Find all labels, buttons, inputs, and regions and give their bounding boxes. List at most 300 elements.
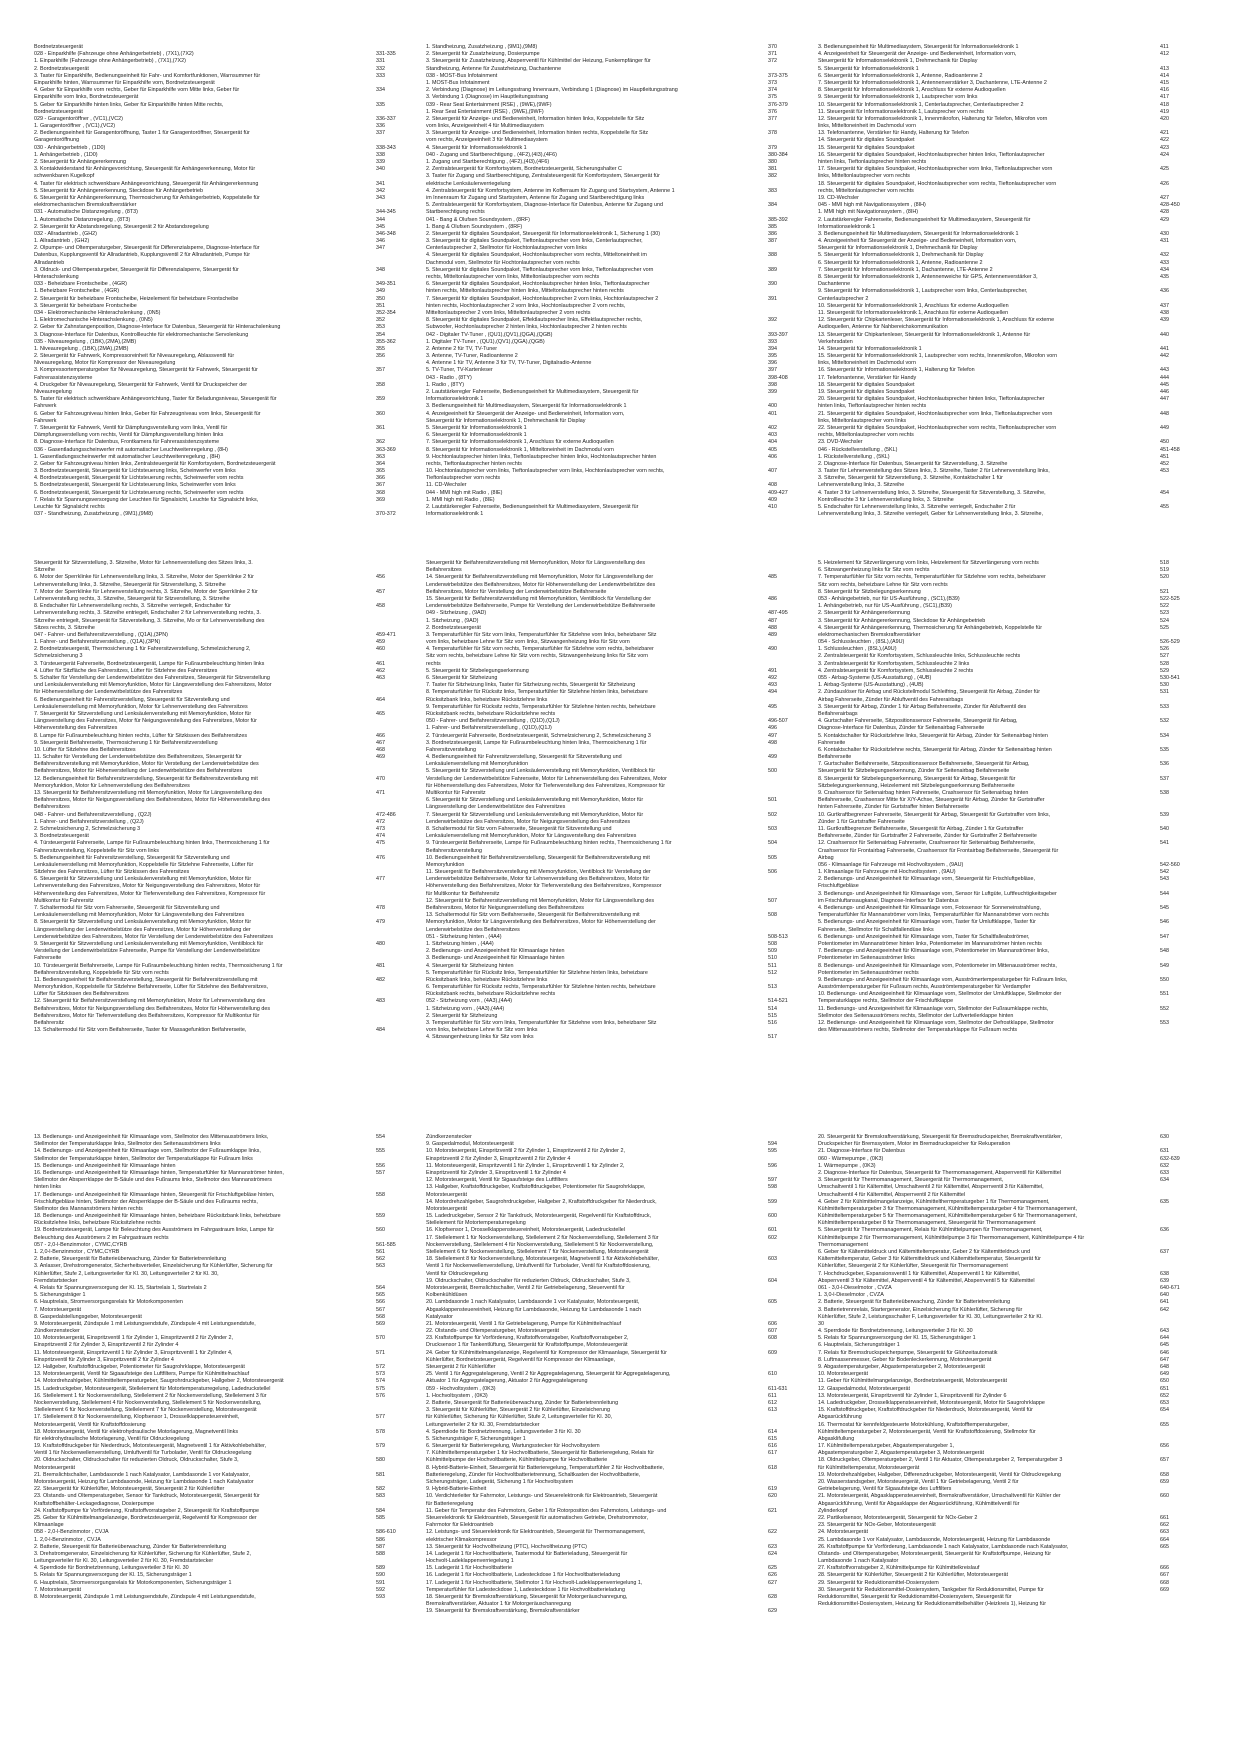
entry-text: Umschaltventil 4 für Kältemittel, Absperrventil 2 für Kältemittel xyxy=(818,1191,966,1198)
entry-text: 6. Steuergerät für Informationselektronik 1, Antenne, Radioantenne 2 xyxy=(818,259,983,266)
entry-text: 049 - Sitzheizung , (9AD) xyxy=(426,610,487,617)
entry-text: 2. Batterie, Steuergerät für Batterieüberwachung, Zünder für Batterietrennleitung xyxy=(818,1299,1011,1306)
index-entry xyxy=(34,1170,420,1177)
entry-text: 12. Bedienungs- und Anzeigeeinheit für Klimaanlage vorn, Stellmotor der Defrostklappe, Stellmotor xyxy=(818,1020,1054,1026)
index-entry xyxy=(34,1271,420,1278)
entry-text: 035 - Niveauregelung , (1BK),(2MA),(2MB) xyxy=(34,338,137,345)
entry-page-number: 658 xyxy=(1160,1471,1169,1478)
entry-page-number: 354 xyxy=(376,331,385,338)
entry-text: 1. Fahrer- und Beifahrersitzverstellung , (Q1D),(Q1J) xyxy=(426,725,552,732)
index-entry xyxy=(426,1457,812,1464)
entry-text: für Batterieregelung xyxy=(426,1500,474,1507)
entry-page-number: 598 xyxy=(768,1184,777,1191)
index-entry xyxy=(426,367,812,374)
entry-text: 057 - 2,0-l-Benzinmotor , CYMC,CYRB xyxy=(34,1241,128,1248)
entry-page-number: 376 xyxy=(768,108,777,115)
entry-page-number: 561-585 xyxy=(376,1241,396,1248)
index-entry xyxy=(426,768,812,775)
entry-page-number: 512 xyxy=(768,969,777,976)
entry-text: 23. Kraftstoffpumpe für Vorförderung, Kraftstoffvorratsgeber, Kraftstoffvorratsgeber 2, xyxy=(426,1335,629,1342)
entry-page-number: 657 xyxy=(1160,1457,1169,1464)
entry-page-number: 450 xyxy=(1160,439,1169,446)
index-entry xyxy=(818,389,1204,396)
entry-text: 10. Bedienungseinheit für Beifahrersitzverstellung, Steuergerät für Beifahrersitzverstellung mit xyxy=(426,854,650,861)
entry-page-number: 452 xyxy=(1160,460,1169,467)
entry-text: Motorsteuergerät, Bremslichtschalter, Ventil 2 für Getriebelagerung, Steuerventil für xyxy=(426,1284,625,1291)
entry-page-number: 568 xyxy=(376,1313,385,1320)
entry-text: links, Mitteltonlautsprecher vorn rechts xyxy=(818,173,910,180)
index-entry xyxy=(426,346,812,353)
index-entry xyxy=(818,905,1204,912)
index-entry xyxy=(426,1587,812,1594)
entry-text: 11. Geber für Temperatur des Fahrmotors, Geber 1 für Rotorposition des Fahrmotors, Leistungs- und xyxy=(426,1507,667,1514)
index-entry xyxy=(426,1006,812,1013)
index-entry xyxy=(818,934,1204,941)
entry-text: Kühlerlüfter, Steuergerät 2 für Kühlerlüfter, Steuergerät für Thermomanagement xyxy=(818,1263,1008,1270)
index-entry xyxy=(426,1465,812,1472)
entry-text: elektrische Lenksäulenverriegelung xyxy=(426,180,511,187)
entry-text: Lehnenverstellung links, 3. Sitzreihe, Steuergerät für Sitzverstellung, 3. Sitzreihe xyxy=(34,581,226,588)
entry-text: 8. Motorsteuergerät, Zündspule 1 mit Leistungsendstufe, Zündspule 4 mit Leistungsendstufe, xyxy=(34,1594,256,1600)
entry-text: Bremskraftverstärker, Aktuator 1 für Motorgeräuschanregung xyxy=(426,1601,572,1608)
index-entry xyxy=(818,439,1204,446)
entry-page-number: 525 xyxy=(1160,624,1169,631)
entry-text: im Frischluftansaugkanal, Diagnose-Interface für Datenbus xyxy=(818,897,959,904)
entry-text: 25. Lambdasonde 1 vor Katalysator, Lambdasonde, Motorsteuergerät, Heizung für Lambdasonde xyxy=(818,1536,1051,1543)
index-entry xyxy=(426,274,812,281)
entry-text: 3. Taster für Lehnenverstellung des Sitzes links, 3. Sitzreihe, Taster 2 für Lehnenverstellung links, xyxy=(818,468,1050,475)
index-entry xyxy=(426,217,812,224)
index-entry xyxy=(818,761,1204,768)
entry-page-number: 664 xyxy=(1160,1536,1169,1543)
entry-text: 13. Steuergerät für Chipkartenleser, Steuergerät für Informationselektronik 1, Antenne für xyxy=(818,331,1031,338)
entry-page-number: 368 xyxy=(376,489,385,496)
entry-text: Beifahrersitzverstellung mit Memoryfunktion, Motor für Verstellung der Lendenwirbelstütze des xyxy=(34,761,259,768)
index-entry xyxy=(34,73,420,80)
entry-text: 15. Ladegerät 1 für Hochvoltbatterie xyxy=(426,1565,513,1572)
entry-page-number: 528 xyxy=(1160,660,1169,667)
entry-page-number: 589 xyxy=(376,1565,385,1572)
entry-text: 5. Sicherungsträger 1 xyxy=(34,1292,86,1299)
entry-page-number: 633 xyxy=(1160,1169,1169,1176)
entry-page-number: 447 xyxy=(1160,396,1169,403)
index-entry xyxy=(818,447,1204,454)
index-entry xyxy=(426,1371,812,1378)
entry-text: 039 - Rear Seat Entertainment (RSE) , (9WE),(9WF) xyxy=(426,101,552,108)
entry-page-number: 363 xyxy=(376,453,385,460)
entry-page-number: 567 xyxy=(376,1306,385,1313)
entry-text: Niveauregelung xyxy=(34,389,72,395)
index-entry xyxy=(818,1199,1204,1206)
index-entry xyxy=(34,1493,420,1500)
entry-text: 3. Bordnetzsteuergerät, Lampe für Fußraumbeleuchtung hinten links, Thermosicherung 1 für xyxy=(426,739,647,746)
index-entry xyxy=(426,482,812,489)
entry-text: 8. Endschalter für Lehnenverstellung rechts, 3. Sitzreihe verriegelt, Endschalter für xyxy=(34,603,231,610)
entry-page-number: 574 xyxy=(376,1378,385,1385)
index-entry xyxy=(426,1594,812,1601)
index-entry xyxy=(34,625,420,632)
index-entry xyxy=(818,632,1204,639)
entry-text: 1. Klimaanlage für Fahrzeuge mit Hochvoltsystem , (9AU) xyxy=(818,869,956,876)
index-entry xyxy=(818,202,1204,209)
index-entry xyxy=(818,697,1204,704)
entry-page-number: 616 xyxy=(768,1443,777,1450)
index-entry xyxy=(818,668,1204,675)
entry-page-number: 662 xyxy=(1160,1522,1169,1529)
index-entry xyxy=(818,1148,1204,1155)
index-column xyxy=(818,1134,1204,1608)
entry-text: Fahrerseite xyxy=(34,955,62,962)
entry-text: Lenksäulenverstellung mit Memoryfunktion, Koppelstelle für Sitzlehne Fahrerseite, Lüfter für xyxy=(34,861,254,868)
index-entry xyxy=(426,1393,812,1400)
index-entry xyxy=(426,1450,812,1457)
index-entry xyxy=(34,1551,420,1558)
entry-text: Kühlmitteltemperaturgeber 3 für Thermomanagement, Kühlmitteltemperaturgeber 4 für Thermomanagement, xyxy=(818,1205,1077,1212)
entry-text: 7. Temperaturfühler für Sitz vorn rechts, Temperaturfühler für Sitzlehne vorn rechts, beheizbarer xyxy=(818,574,1046,581)
index-entry xyxy=(818,1364,1204,1371)
entry-text: 15. Ladedruckgeber, Motorsteuergerät, Stellelement für Motortemperaturregelung, Ladedruckstellel xyxy=(34,1385,271,1392)
entry-text: 2. Zentralsteuergerät für Komfortsystem, Schlussleuchte links, Schlussleuchte rechts xyxy=(818,653,1021,660)
entry-text: 1. Anhängebetrieb, nur für US-Ausführung , (SC1),(B39) xyxy=(818,603,952,610)
entry-text: Kühlmittelpumpe 2 für Thermomanagement, Kühlmittelpumpe 3 für Thermomanagement, Kühlmittelpumpe 4 für xyxy=(818,1234,1085,1241)
index-entry xyxy=(34,439,420,446)
index-entry xyxy=(818,1371,1204,1378)
index-entry xyxy=(34,1457,420,1464)
index-entry xyxy=(426,58,812,65)
index-entry xyxy=(34,303,420,310)
index-entry xyxy=(818,1414,1204,1421)
index-entry xyxy=(818,1587,1204,1594)
entry-text: 18. Steuergerät für Bremskraftverstärkung, Steuergerät für Motorgeräuschanregung, xyxy=(426,1594,628,1600)
entry-page-number: 355-362 xyxy=(376,338,396,345)
index-entry xyxy=(818,876,1204,883)
entry-text: 18. Bedienungs- und Anzeigeeinheit für Klimaanlage hinten, beheizbare Rücksitzbank links, beheizbare xyxy=(34,1213,281,1220)
entry-text: Informationselektronik 1 xyxy=(426,396,484,403)
index-entry xyxy=(818,689,1204,696)
entry-text: Motorsteuergerät xyxy=(426,1205,468,1212)
entry-text: 7. Steuergerät für Informationselektronik 1, Antennenverstärker 3, Dachantenne, LTE-Antenne 2 xyxy=(818,79,1047,86)
entry-text: hinten links, Tieftonlautsprecher hinten rechts xyxy=(818,403,927,410)
entry-text: 9. Bedienungs- und Anzeigeeinheit für Klimaanlage vorn, Ausströmertemperaturgeber für Fußraum links, xyxy=(818,976,1068,983)
entry-text: 6. Bordnetzsteuergerät, Steuergerät für Lichtsteuerung rechts, Scheinwerfer vorn rechts xyxy=(34,489,244,496)
index-entry xyxy=(426,1013,812,1020)
entry-text: 19. Steuergerät für digitales Soundpaket xyxy=(818,389,915,395)
entry-text: 037 - Standheizung, Zusatzheizung , (9M1),(9M8) xyxy=(34,511,153,518)
entry-text: Sitzreihe xyxy=(34,567,55,574)
entry-text: Steuerelektronik für Elektroantrieb, Steuergerät für automatisches Getriebe, Drehstrommotor, xyxy=(426,1514,649,1521)
entry-text: 22. Ölstands- und Öltemperaturgeber, Motorsteuergerät xyxy=(426,1328,560,1335)
index-entry xyxy=(818,1479,1204,1486)
index-entry xyxy=(818,511,1204,518)
entry-text: 1. Rear Seat Entertainment (RSE) , (9WE),(9WF) xyxy=(426,108,544,115)
entry-page-number: 500 xyxy=(768,768,777,775)
entry-page-number: 600 xyxy=(768,1213,777,1220)
entry-text: 051 - Sitzheizung hinten , (4A4) xyxy=(426,933,502,940)
entry-text: 1. Fahrer- und Beifahrersitzverstellung , (Q2J) xyxy=(34,818,144,825)
index-entry xyxy=(34,1364,420,1371)
entry-text: hinten links xyxy=(34,1184,61,1191)
entry-text: 4. Geber 2 für Kühlmittelmangelanzeige, Kühlmittelthermperaturgeber 1 für Thermomanagement, xyxy=(818,1198,1050,1205)
entry-page-number: 442 xyxy=(1160,353,1169,360)
entry-text: Memoryfunktion, Motor für Lehnenverstellung des Beifahrersitzes xyxy=(34,782,190,789)
index-entry xyxy=(426,1350,812,1357)
entry-text: hinten rechts, Hochtonlautsprecher 2 vorn links, Hochtonlautsprecher 2 vorn rechts, xyxy=(426,302,626,309)
index-entry xyxy=(818,948,1204,955)
index-entry xyxy=(818,848,1204,855)
index-entry xyxy=(426,51,812,58)
entry-text: Kühlerlüfter, Stufe 2, Leistungsschalter F, Leitungsverteiler für Kl. 30, Leitungsverteiler 2 für Kl. xyxy=(818,1313,1043,1320)
index-entry xyxy=(34,740,420,747)
entry-text: 4. Temperaturfühler für Sitz vorn rechts, Temperaturfühler für Sitzlehne vorn rechts, beheizbarer xyxy=(426,646,654,653)
entry-text: 1. 2,0-l-Benzinmotor , CYMC,CYRB xyxy=(34,1249,120,1255)
entry-text: Kältemitteltemperatur, Geber 3 für Kältemitteldruck und Kältemitteltemperatur, Steuergerät für xyxy=(818,1256,1041,1263)
entry-page-number: 468 xyxy=(376,746,385,753)
entry-text: 6. Motor der Sperrklinke für Lehnenverstellung links, 3. Sitzreihe, Motor der Sperrklinke 2 für xyxy=(34,574,254,581)
entry-text: 4. Bedienungs- und Anzeigeeinheit für Klimaanlage vorn, Fotosensor für Sonneneinstrahlung, xyxy=(818,905,1041,911)
entry-text: 13. Telefonantenne, Verstärker für Handy, Halterung für Telefon xyxy=(818,130,969,137)
entry-text: Fahrerassistenzsysteme xyxy=(34,374,93,381)
entry-text: Lendenwirbelstütze des Fahrersitzes, Motor für Verstellung der Lendenwirbelstütze des Fahrersitzes xyxy=(34,933,274,940)
entry-text: Abgasrückführung, Ventil für Abgasklappe der Abgasrückführung, Kühlmittelventil für xyxy=(818,1500,1020,1507)
entry-page-number: 650 xyxy=(1160,1378,1169,1385)
entry-page-number: 334 xyxy=(376,87,385,94)
entry-text: 2. Steuergerät für Anhängererkennung xyxy=(818,610,911,617)
index-entry xyxy=(34,919,420,926)
entry-page-number: 646 xyxy=(1160,1349,1169,1356)
entry-text: Lüfter für Sitzkissen des Beifahrersitzes xyxy=(34,991,129,998)
entry-page-number: 518 xyxy=(1160,560,1169,566)
index-entry xyxy=(818,1285,1204,1292)
entry-page-number: 496 xyxy=(768,725,777,732)
entry-page-number: 613 xyxy=(768,1407,777,1414)
entry-text: 1. Airbag-Systeme (US-Ausstattung) , (4UB) xyxy=(818,682,924,689)
entry-text: 21. Diagnose-Interface für Datenbus xyxy=(818,1148,905,1155)
entry-page-number: 590 xyxy=(376,1572,385,1579)
index-entry xyxy=(818,618,1204,625)
index-entry xyxy=(34,260,420,267)
entry-page-number: 597 xyxy=(768,1177,777,1184)
index-entry xyxy=(426,224,812,231)
entry-text: 6. Steuergerät für Sitzheizung xyxy=(426,675,498,681)
entry-text: 17. Bedienungs- und Anzeigeeinheit für Klimaanlage hinten, Steuergerät für Frischluftgebläse hinten, xyxy=(34,1191,275,1198)
index-entry xyxy=(818,137,1204,144)
index-entry xyxy=(818,468,1204,475)
entry-text: rechts, Mitteltonlautsprecher vorn rechts xyxy=(818,432,914,439)
entry-page-number: 460 xyxy=(376,646,385,653)
entry-text: 1. Hochvoltsystem , (0K3) xyxy=(426,1392,488,1399)
index-entry xyxy=(34,1148,420,1155)
entry-text: 14. Motordrehzahlgeber, Kühlmitteltemperaturgeber, Saugrohrdruckgeber, Hallgeber 2, Motorsteuergerät xyxy=(34,1378,284,1385)
index-entry xyxy=(34,768,420,775)
entry-text: 1. Sitzheizung vorn , (4A3),(4A4) xyxy=(426,1005,505,1012)
entry-page-number: 566 xyxy=(376,1299,385,1306)
index-entry xyxy=(818,173,1204,180)
entry-page-number: 647 xyxy=(1160,1356,1169,1363)
index-entry xyxy=(426,461,812,468)
entry-text: Centerlautsprecher 2, Stellmotor für Hochtonlautsprecher vorn links xyxy=(426,245,587,252)
entry-page-number: 485 xyxy=(768,574,777,581)
index-entry xyxy=(426,725,812,732)
index-entry xyxy=(426,288,812,295)
index-entry xyxy=(818,776,1204,783)
entry-page-number: 343 xyxy=(376,194,385,201)
entry-text: Nockenverstellung, Stellelement 4 für Nockenverstellung, Stellelement 5 für Nockenverstellung, xyxy=(426,1241,654,1248)
index-entry xyxy=(426,1256,812,1263)
index-column xyxy=(34,44,420,518)
entry-page-number: 484 xyxy=(376,1027,385,1034)
index-entry xyxy=(34,948,420,955)
entry-page-number: 424 xyxy=(1160,151,1169,158)
index-entry xyxy=(818,497,1204,504)
entry-text: 24. Kraftstoffpumpe für Vorförderung, Kraftstoffvorratsgeber 2, Steuergerät für Kraftstoffpumpe xyxy=(34,1507,260,1514)
entry-text: Bordnetzsteuergerät xyxy=(34,108,83,115)
index-entry xyxy=(818,855,1204,862)
index-entry xyxy=(818,260,1204,267)
entry-text: Beifahrersitz xyxy=(34,1020,64,1026)
entry-text: 16. Stellelement 1 für Nockenverstellung, Stellelement 2 für Nockenverstellung, Stellelement 3 für xyxy=(34,1392,267,1399)
entry-text: Fahrersitzverstellung, Koppelstelle für Sitz vorn links xyxy=(34,847,159,854)
entry-text: 16. Bedienungs- und Anzeigeeinheit für Klimaanlage hinten, Temperaturfühler für Mannanströmer hinten, xyxy=(34,1169,284,1176)
index-entry xyxy=(34,898,420,905)
index-entry xyxy=(34,646,420,653)
index-entry xyxy=(818,145,1204,152)
index-entry xyxy=(34,1220,420,1227)
entry-text: 17. Ladegerät 1 für Hochvoltbatterie, Stellmotor 1 für Hochvolt-Ladeklappenverriegelung 1, xyxy=(426,1579,643,1586)
entry-text: 2. Bordnetzsteuergerät xyxy=(34,65,89,72)
entry-text: 9. Crashsensor für Seitenairbag hinten Fahrerseite, Crashsensor für Seitenairbag hinten xyxy=(818,790,1029,796)
index-entry xyxy=(818,1213,1204,1220)
entry-text: 17. Steuergerät für digitales Soundpaket, Hochtonlautsprecher vorn links, Tieftonlautsprecher vorn xyxy=(818,166,1053,173)
index-entry xyxy=(34,411,420,418)
index-entry xyxy=(818,682,1204,689)
index-entry xyxy=(818,123,1204,130)
index-entry xyxy=(34,80,420,87)
index-entry xyxy=(426,833,812,840)
index-entry xyxy=(426,1235,812,1242)
entry-text: 3. Bedienungs- und Anzeigeeinheit für Klimaanlage vorn, Sensor für Luftgüte, Luftfeuchtigkeitsgeber xyxy=(818,890,1057,897)
entry-page-number: 377 xyxy=(768,115,777,122)
entry-page-number: 539 xyxy=(1160,811,1169,818)
entry-text: 1. Schlussleuchten , (8SL),(A9U) xyxy=(818,646,897,653)
entry-text: Thermomanagement xyxy=(818,1241,869,1248)
entry-text: 055 - Airbag-Systeme (US-Ausstattung) , (4UB) xyxy=(818,675,932,681)
index-entry xyxy=(426,339,812,346)
index-entry xyxy=(426,1608,812,1615)
entry-text: 056 - Klimaanlage für Fahrzeuge mit Hochvoltsystem , (9AU) xyxy=(818,861,964,868)
index-entry xyxy=(34,718,420,725)
entry-page-number: 398 xyxy=(768,381,777,388)
index-entry xyxy=(818,1206,1204,1213)
index-entry xyxy=(34,1414,420,1421)
entry-text: 9. Hochtonlautsprecher hinten links, Tieftonlautsprecher hinten links, Hochtonlautsprecher hinten xyxy=(426,453,657,460)
index-entry xyxy=(426,504,812,511)
index-entry xyxy=(818,296,1204,303)
index-entry xyxy=(34,209,420,216)
index-entry xyxy=(426,202,812,209)
entry-text: 1. Allradantrieb , (GH2) xyxy=(34,238,90,245)
index-entry xyxy=(818,704,1204,711)
entry-page-number: 476 xyxy=(376,854,385,861)
index-entry xyxy=(34,202,420,209)
entry-page-number: 501 xyxy=(768,797,777,804)
index-entry xyxy=(426,891,812,898)
entry-page-number: 399 xyxy=(768,389,777,395)
entry-page-number: 412 xyxy=(1160,51,1169,58)
entry-page-number: 612 xyxy=(768,1399,777,1406)
index-entry xyxy=(426,790,812,797)
entry-page-number: 430 xyxy=(1160,230,1169,237)
entry-text: 6. Geber für Kältemitteldruck und Kältemitteltemperatur, Geber 2 für Kältemitteldruck und xyxy=(818,1249,1031,1255)
index-entry xyxy=(818,610,1204,617)
entry-page-number: 630 xyxy=(1160,1134,1169,1140)
index-entry xyxy=(818,941,1204,948)
index-entry xyxy=(34,783,420,790)
entry-text: Rücksitzbank links, beheizbare Rücksitzlehne links xyxy=(426,696,548,703)
entry-text: 9. Motorsteuergerät, Zündspule 1 mit Leistungsendstufe, Zündspule 4 mit Leistungsendstufe, xyxy=(34,1320,256,1327)
entry-text: 2. Steuergerät für Sitzheizung xyxy=(426,1012,498,1019)
entry-page-number: 472 xyxy=(376,818,385,825)
entry-text: 2. Steuergerät für Fahrwerk, Kompressoreinheit für Niveauregelung, Ablassventil für xyxy=(34,353,235,360)
index-entry xyxy=(426,267,812,274)
entry-page-number: 592 xyxy=(376,1586,385,1593)
entry-text: 15. Steuergerät für Informationselektronik 1, Lautsprecher vorn rechts, Innenmikrofon, Mikrofon vorn xyxy=(818,353,1058,360)
entry-text: 2. Verbindung (Diagnose) im Leitungsstrang Innenraum, Verbindung 1 (Diagnose) im Hauptleitungsstrang xyxy=(426,87,678,94)
entry-page-number: 620 xyxy=(768,1493,777,1500)
entry-text: Multikontur für Fahrersitz xyxy=(34,897,94,904)
entry-page-number: 622 xyxy=(768,1529,777,1536)
entry-page-number: 605 xyxy=(768,1299,777,1306)
entry-text: 6. Steuergerät für Informationselektronik 1 xyxy=(426,432,527,439)
index-entry xyxy=(426,733,812,740)
entry-page-number: 357 xyxy=(376,367,385,374)
index-entry xyxy=(426,511,812,518)
entry-text: 10. Bedienungs- und Anzeigeeinheit für Klimaanlage vorn, Stellmotor der Umluftklappe, Stellmotor der xyxy=(818,991,1062,998)
entry-text: 5. Heizelement für Sitzverlängerung vorn links, Heizelement für Sitzverlängerung vorn rechts xyxy=(818,560,1039,566)
entry-text: 3. Bordnetzsteuergerät xyxy=(34,833,89,840)
entry-text: 1. Standheizung, Zusatzheizung , (9M1),(9M8) xyxy=(426,44,538,50)
index-entry xyxy=(426,1501,812,1508)
entry-page-number: 635 xyxy=(1160,1198,1169,1205)
entry-text: hinten links, Tieftonlautsprecher hinten rechts xyxy=(818,159,927,165)
entry-page-number: 663 xyxy=(1160,1529,1169,1536)
index-entry xyxy=(34,1393,420,1400)
entry-text: 3. Verbindung 1 (Diagnose) im Hauptleitungsstrang xyxy=(426,94,549,101)
entry-text: 036 - Gasentladungsscheinwerfer mit automatischer Leuchtweitenregelung , (8H) xyxy=(34,446,228,453)
index-entry xyxy=(34,166,420,173)
entry-text: 2. Steuergerät für beheizbare Frontscheibe, Heizelement für beheizbare Frontscheibe xyxy=(34,295,239,302)
entry-text: 052 - Sitzheizung vorn , (4A3),(4A4) xyxy=(426,998,512,1005)
entry-text: 20. Lambdasonde 1 nach Katalysator, Lambdasonde 1 vor Katalysator, Motorsteuergerät, xyxy=(426,1299,640,1306)
index-entry xyxy=(426,618,812,625)
entry-text: 25. Ventil 1 für Aggregatelagerung, Ventil 2 für Aggregatelagerung, Steuergerät für Aggregatelagerung, xyxy=(426,1371,671,1378)
index-entry xyxy=(426,1163,812,1170)
entry-text: 12. Steuergerät für Beifahrersitzverstellung mit Memoryfunktion, Motor für Längsverstellung des xyxy=(426,897,655,904)
entry-text: 23. DVD-Wechsler xyxy=(818,439,863,446)
index-entry xyxy=(426,418,812,425)
entry-text: rechts, Tieftonlautsprecher hinten rechts xyxy=(426,460,522,467)
index-entry xyxy=(818,324,1204,331)
entry-page-number: 665 xyxy=(1160,1543,1169,1550)
entry-page-number: 586-610 xyxy=(376,1529,396,1536)
entry-text: 12. Steuergerät für Beifahrersitzverstellung mit Memoryfunktion, Motor für Lehnenverstellung des xyxy=(34,998,266,1005)
entry-text: Kontrollleuchte 3 für Lehnenverstellung links, 3. Sitzreihe xyxy=(818,496,954,503)
index-entry xyxy=(818,1565,1204,1572)
index-entry xyxy=(426,1515,812,1522)
entry-text: Beifahrerseite, Zünder für Gurtstraffer 2 Fahrerseite, Zünder für Gurtstraffer 2 Beifahrerseite xyxy=(818,833,1037,840)
index-entry xyxy=(34,58,420,65)
index-entry xyxy=(818,490,1204,497)
entry-text: 1. MMI high mit Navigationssystem , (8IH) xyxy=(818,209,919,216)
